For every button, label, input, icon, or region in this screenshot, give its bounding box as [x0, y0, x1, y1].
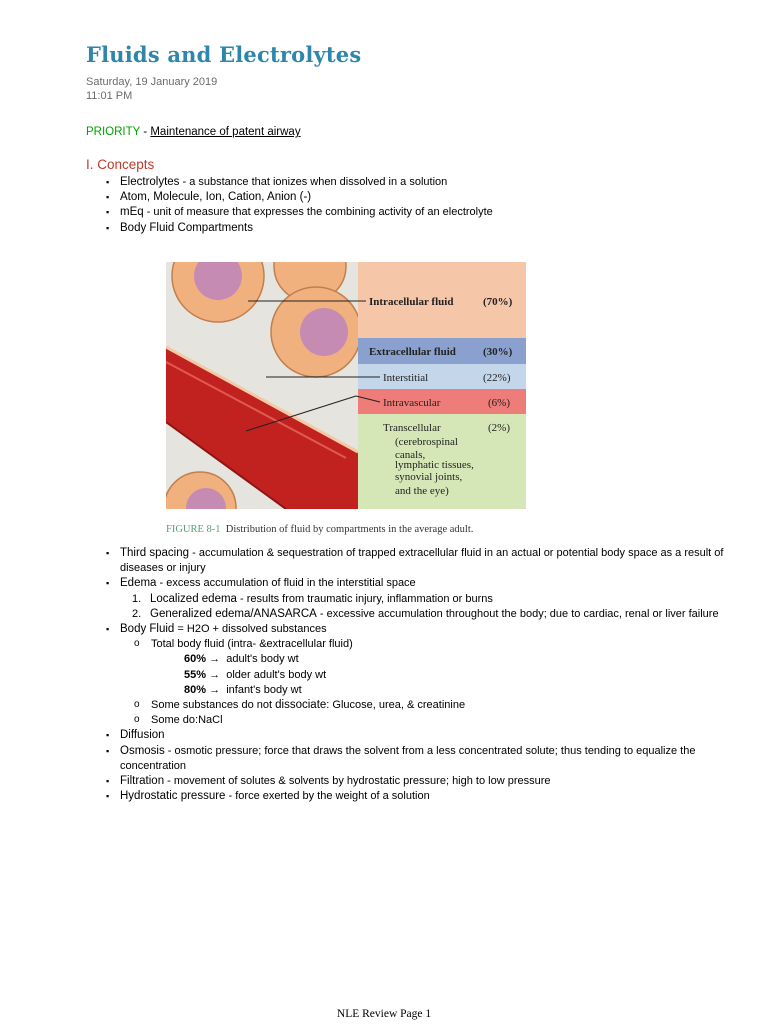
cell-nucleus: [300, 308, 348, 356]
term: Body Fluid Compartments: [120, 221, 253, 234]
term: Osmosis: [120, 744, 165, 757]
sub-item: [132, 607, 758, 622]
definition: - movement of solutes & solvents by hydrostatic pressure; high to low pressure: [164, 775, 551, 788]
figure-caption: [166, 524, 473, 535]
term: Diffusion: [120, 729, 165, 742]
term: Localized edema: [150, 592, 237, 605]
definition: - excessive accumulation throughout the body; due to cardiac, renal or liver failure: [316, 607, 719, 620]
term: mEq: [120, 206, 144, 219]
priority-text: Maintenance of patent airway: [150, 126, 301, 138]
priority-line: [86, 126, 301, 138]
list-item: [106, 728, 758, 743]
figure-number: FIGURE 8-1: [166, 524, 221, 535]
pct-interstitial: (22%): [483, 372, 511, 384]
figure-caption-text: Distribution of fluid by compartments in the average adult.: [225, 524, 474, 535]
transcellular-detail: canals,: [395, 449, 426, 461]
percent-item: [184, 668, 758, 683]
percent-item: [184, 683, 758, 698]
list-item: [106, 576, 758, 591]
priority-sep: -: [140, 126, 151, 138]
fluid-distribution-figure: [166, 262, 526, 509]
percent-value: 55% →: [184, 668, 221, 681]
definition: - results from traumatic injury, inflammation or burns: [236, 592, 493, 605]
definition: - unit of measure that expresses the combining activity of an electrolyte: [143, 206, 493, 219]
term: dissociate: [275, 699, 327, 712]
page-footer: NLE Review Page 1: [336, 1008, 432, 1020]
cell-illustration: [166, 262, 361, 509]
term: Edema: [120, 577, 157, 590]
definition: - excess accumulation of fluid in the interstitial space: [156, 577, 416, 590]
list-item: [106, 744, 758, 774]
pct-extracellular: (30%): [483, 346, 513, 358]
sub-list-container: [106, 637, 758, 728]
term: Electrolytes: [120, 176, 180, 188]
sub-list-container: [106, 592, 758, 622]
list-item: [106, 221, 493, 236]
definition: - osmotic pressure; force that draws the solvent from a less concentrated solute; thus tending to equalize the concentration: [120, 744, 696, 772]
term: Filtration: [120, 775, 165, 788]
pct-intravascular: (6%): [488, 397, 510, 409]
sub-item: [133, 698, 758, 713]
page-time: 11:01 PM: [86, 90, 133, 102]
transcellular-detail: (cerebrospinal: [395, 436, 458, 448]
term: Hydrostatic pressure: [120, 790, 226, 803]
list-item: [106, 205, 493, 220]
percent-text: older adult's body wt: [226, 668, 327, 681]
page-date: Saturday, 19 January 2019: [86, 76, 218, 88]
dissociate-pre: Some substances do not: [151, 699, 276, 712]
pct-intracellular: (70%): [483, 296, 513, 308]
concepts-list: [106, 175, 493, 236]
definition: - a substance that ionizes when dissolved in a solution: [179, 176, 448, 188]
sub-item: o Total body fluid (intra- &extracellular fluid): [133, 637, 758, 652]
page-title: Fluids and Electrolytes: [86, 42, 362, 67]
term: Third spacing: [120, 547, 190, 559]
list-item: [106, 190, 493, 205]
label-intravascular: Intravascular: [383, 397, 441, 409]
percent-list: [133, 652, 758, 698]
sub-item-number: 2.: [132, 607, 142, 620]
label-intracellular: Intracellular fluid: [369, 296, 454, 308]
label-interstitial: Interstitial: [383, 372, 429, 384]
term: Generalized edema/ANASARCA: [150, 607, 317, 620]
percent-text: adult's body wt: [226, 653, 299, 666]
percent-value: 60% →: [184, 653, 221, 666]
transcellular-detail: and the eye): [395, 485, 449, 497]
term: Atom, Molecule, Ion, Cation, Anion (-): [120, 191, 312, 204]
transcellular-detail: lymphatic tissues,: [395, 459, 474, 471]
sub-item-number: 1.: [132, 592, 142, 605]
percent-value: 80% →: [184, 683, 221, 696]
dissociate-post: : Glucose, urea, & creatinine: [326, 699, 466, 712]
sub-item: o Some do:NaCl: [133, 713, 758, 728]
label-transcellular: Transcellular: [383, 422, 441, 434]
list-item: [106, 622, 758, 637]
term: Body Fluid: [120, 623, 175, 636]
list-item: [106, 789, 758, 804]
definition: = H2O + dissolved substances: [174, 623, 327, 636]
list-item: [106, 175, 493, 190]
definition: - force exerted by the weight of a solution: [225, 790, 430, 803]
percent-text: infant's body wt: [226, 683, 302, 696]
sub-item: [132, 592, 758, 607]
transcellular-detail: synovial joints,: [395, 471, 463, 483]
list-item: [106, 774, 758, 789]
percent-item: [184, 652, 758, 667]
label-extracellular: Extracellular fluid: [369, 346, 456, 358]
pct-transcellular: (2%): [488, 422, 510, 434]
details-list: [106, 546, 758, 804]
list-item: [106, 546, 758, 576]
priority-label: PRIORITY: [86, 126, 141, 138]
definition: - accumulation & sequestration of trapped extracellular fluid in an actual or potential body space as a result of diseases or injury: [120, 547, 724, 575]
section-heading: I. Concepts: [86, 157, 155, 172]
